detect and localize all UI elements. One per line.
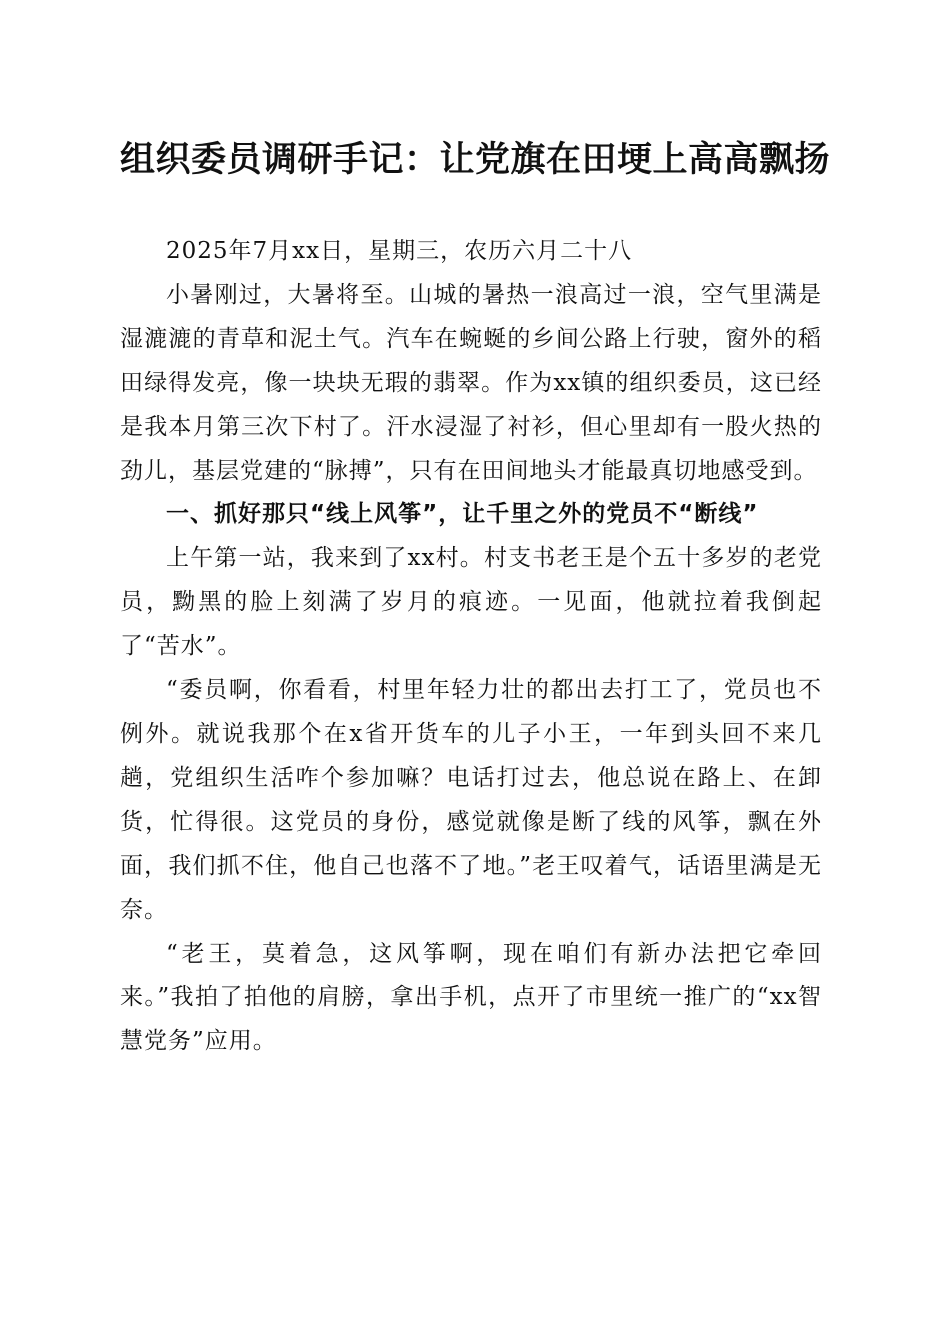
- intro-paragraph: 小暑刚过，大暑将至。山城的暑热一浪高过一浪，空气里满是湿漉漉的青草和泥土气。汽车在蜿蜒的乡间公路上行驶，窗外的稻田绿得发亮，像一块块无瑕的翡翠。作为xx镇的组织委员，这已经是我本月第三次下村了。汗水浸湿了衬衫，但心里却有一股火热的劲儿，基层党建的“脉搏”，只有在田间地头才能最真切地感受到。: [120, 281, 822, 484]
- document-body: [120, 230, 822, 1064]
- section-heading: 一、抓好那只“线上风筝”，让千里之外的党员不“断线”: [166, 501, 759, 528]
- body-paragraph: 上午第一站，我来到了xx村。村支书老王是个五十多岁的老党员，黝黑的脸上刻满了岁月的痕迹。一见面，他就拉着我倒起了“苦水”。: [120, 545, 822, 660]
- body-paragraph: “委员啊，你看看，村里年轻力壮的都出去打工了，党员也不例外。就说我那个在x省开货车的儿子小王，一年到头回不来几趟，党组织生活咋个参加嘛？电话打过去，他总说在路上、在卸货，忙得很。这党员的身份，感觉就像是断了线的风筝，飘在外面，我们抓不住，他自己也落不了地。”老王叹着气，话语里满是无奈。: [120, 677, 822, 923]
- document-title: 组织委员调研手记：让党旗在田埂上高高飘扬: [119, 139, 830, 180]
- body-paragraph: “老王，莫着急，这风筝啊，现在咱们有新办法把它牵回来。”我拍了拍他的肩膀，拿出手机，点开了市里统一推广的“xx智慧党务”应用。: [120, 940, 822, 1055]
- date-line: 2025年7月xx日，星期三，农历六月二十八: [166, 238, 633, 264]
